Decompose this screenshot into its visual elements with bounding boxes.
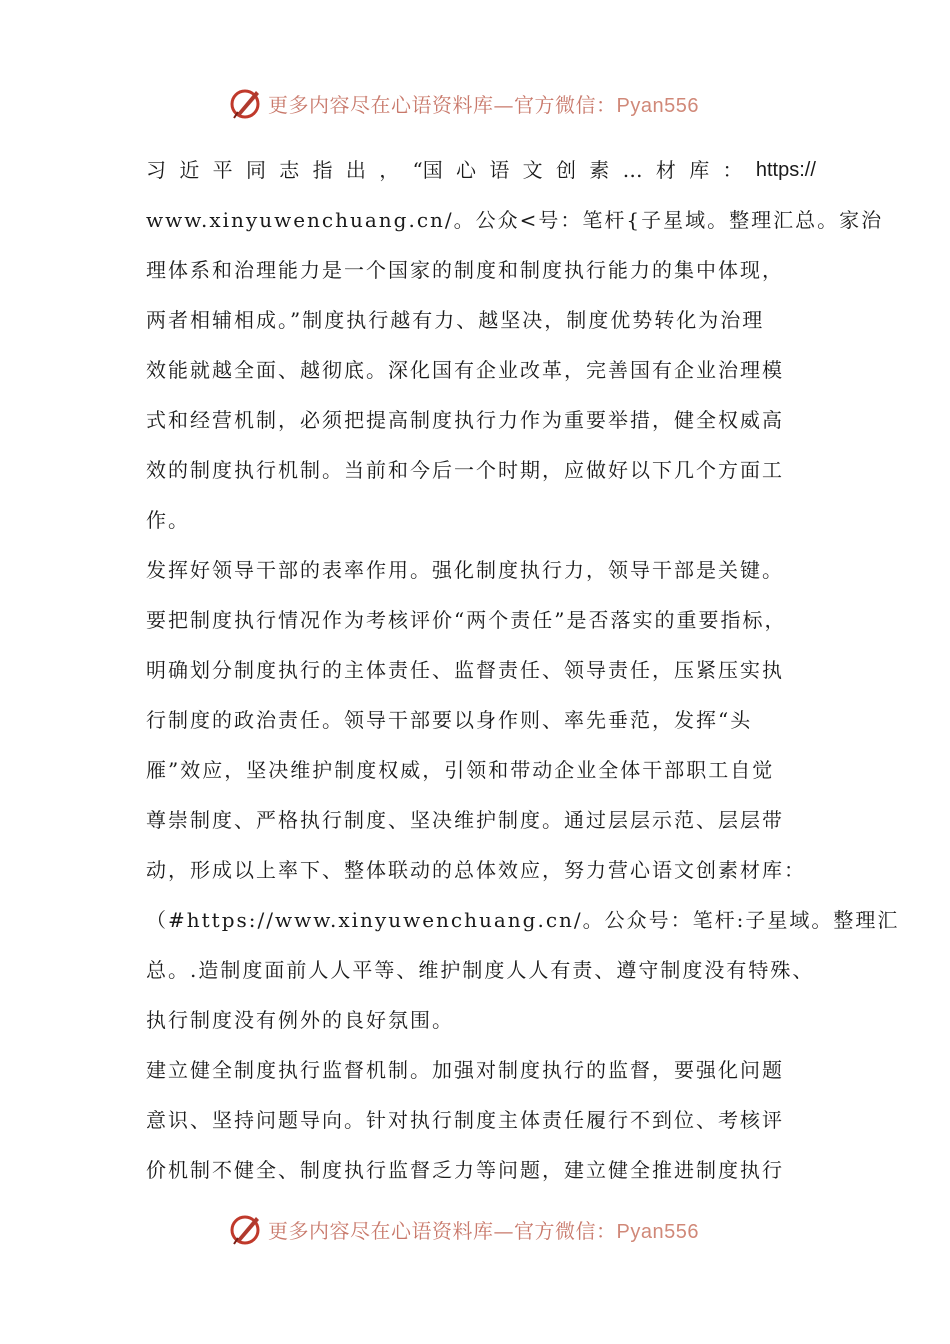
first-line-char: 文 <box>522 158 543 182</box>
text-line: 动，形成以上率下、整体联动的总体效应，努力营心语文创素材库： <box>146 858 806 882</box>
first-line-char: ： <box>722 158 743 182</box>
text-line-first <box>146 145 816 195</box>
text-line: 效能就越全面、越彻底。深化国有企业改革，完善国有企业治理模 <box>146 358 784 382</box>
text-line: 建立健全制度执行监督机制。加强对制度执行的监督，要强化问题 <box>146 1058 784 1082</box>
banner-wechat-id: Pyan556 <box>616 94 699 117</box>
banner-wechat-id: Pyan556 <box>616 1220 699 1243</box>
text-line: 效的制度执行机制。当前和今后一个时期，应做好以下几个方面工 <box>146 458 784 482</box>
banner-main-text: 更多内容尽在心语资料库—官方微信： <box>268 1218 617 1243</box>
text-line: 要把制度执行情况作为考核评价“两个责任”是否落实的重要指标， <box>146 608 787 632</box>
text-line: 发挥好领导干部的表率作用。强化制度执行力，领导干部是关键。 <box>146 558 784 582</box>
first-line-char: 库 <box>689 158 710 182</box>
text-line: 理体系和治理能力是一个国家的制度和制度执行能力的集中体现， <box>146 258 784 282</box>
document-body <box>146 145 900 1195</box>
text-line: 执行制度没有例外的良好氛围。 <box>146 1008 454 1032</box>
quill-logo-icon <box>228 1211 264 1247</box>
footer-banner <box>228 1209 748 1249</box>
banner-main-text: 更多内容尽在心语资料库—官方微信： <box>268 92 617 117</box>
first-line-char: 素 <box>589 158 610 182</box>
quill-logo-icon <box>228 85 264 121</box>
first-line-url: https:// <box>755 159 816 181</box>
text-line: 行制度的政治责任。领导干部要以身作则、率先垂范，发挥“头 <box>146 708 753 732</box>
first-line-char: 习 <box>146 158 166 182</box>
first-line-char: 平 <box>212 158 233 182</box>
text-line: www.xinyuwenchuang.cn/。公众<号：笔杆{子星域。整理汇总。家治 <box>146 208 884 232</box>
first-line-char: … <box>622 158 643 182</box>
first-line-char: 同 <box>245 158 266 182</box>
first-line-char: 志 <box>279 158 300 182</box>
first-line-char: 语 <box>489 158 510 182</box>
first-line-char: 材 <box>655 158 676 182</box>
first-line-char: 近 <box>179 158 200 182</box>
text-line: 总。.造制度面前人人平等、维护制度人人有责、遵守制度没有特殊、 <box>146 958 815 982</box>
text-line: 意识、坚持问题导向。针对执行制度主体责任履行不到位、考核评 <box>146 1108 784 1132</box>
text-line: 价机制不健全、制度执行监督乏力等问题，建立健全推进制度执行 <box>146 1158 784 1182</box>
first-line-char: ， <box>379 158 400 182</box>
first-line-char: 创 <box>555 158 576 182</box>
text-line: 两者相辅相成。”制度执行越有力、越坚决，制度优势转化为治理 <box>146 308 765 332</box>
first-line-char: 指 <box>312 158 333 182</box>
text-line: 作。 <box>146 508 190 532</box>
banner-text <box>268 1215 699 1244</box>
header-banner <box>228 83 748 123</box>
first-line-char: 心 <box>456 158 477 182</box>
text-line: （#https://www.xinyuwenchuang.cn/。公众号：笔杆:子星域。整理汇 <box>146 908 900 932</box>
first-line-char: “国 <box>412 158 443 182</box>
text-line: 明确划分制度执行的主体责任、监督责任、领导责任，压紧压实执 <box>146 658 784 682</box>
text-line: 式和经营机制，必须把提高制度执行力作为重要举措，健全权威高 <box>146 408 784 432</box>
text-line: 尊崇制度、严格执行制度、坚决维护制度。通过层层示范、层层带 <box>146 808 784 832</box>
text-line: 雁”效应，坚决维护制度权威，引领和带动企业全体干部职工自觉 <box>146 758 775 782</box>
first-line-char: 出 <box>345 158 366 182</box>
banner-text <box>268 89 699 118</box>
